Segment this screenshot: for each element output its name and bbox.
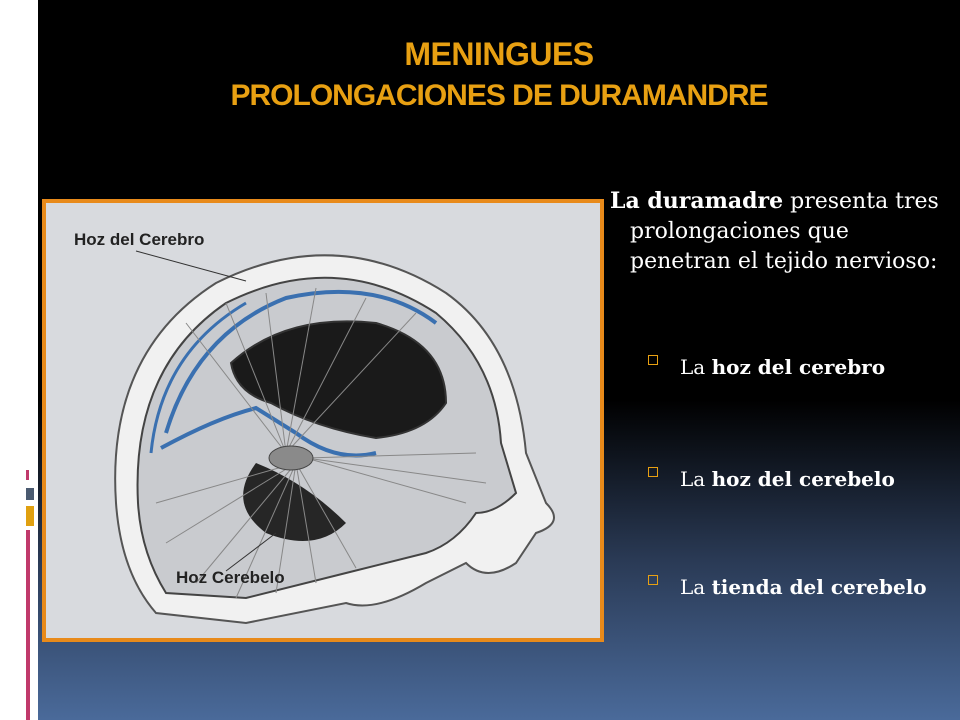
list-item-bold: hoz del cerebro (711, 355, 886, 379)
list-item-bold: hoz del cerebelo (711, 467, 895, 491)
list-item-bold: tienda del cerebelo (711, 575, 927, 599)
square-bullet-icon (648, 355, 658, 365)
list-item-prefix: La (680, 355, 712, 379)
list-item-prefix: La (680, 467, 712, 491)
head-sagittal-drawing (46, 203, 600, 638)
intro-paragraph (610, 186, 955, 277)
title-line-2: PROLONGACIONES DE DURAMANDRE (230, 79, 768, 112)
list-item (648, 572, 958, 602)
label-falx-cerebelli: Hoz Cerebelo (176, 568, 285, 587)
intro-bold: La duramadre (610, 188, 784, 214)
meninges-illustration (42, 199, 604, 642)
square-bullet-icon (648, 467, 658, 477)
list-item (648, 464, 958, 494)
label-falx-cerebri: Hoz del Cerebro (74, 230, 205, 249)
decorative-bars (0, 0, 38, 720)
list-item (648, 352, 958, 382)
text-content (610, 186, 955, 599)
title-line-1: MENINGUES (404, 36, 594, 72)
intro-rest: presenta tres prolongaciones que penetran el tejido nervioso: (630, 189, 939, 274)
list-item-prefix: La (680, 575, 712, 599)
slide-title (38, 34, 960, 118)
square-bullet-icon (648, 575, 658, 585)
